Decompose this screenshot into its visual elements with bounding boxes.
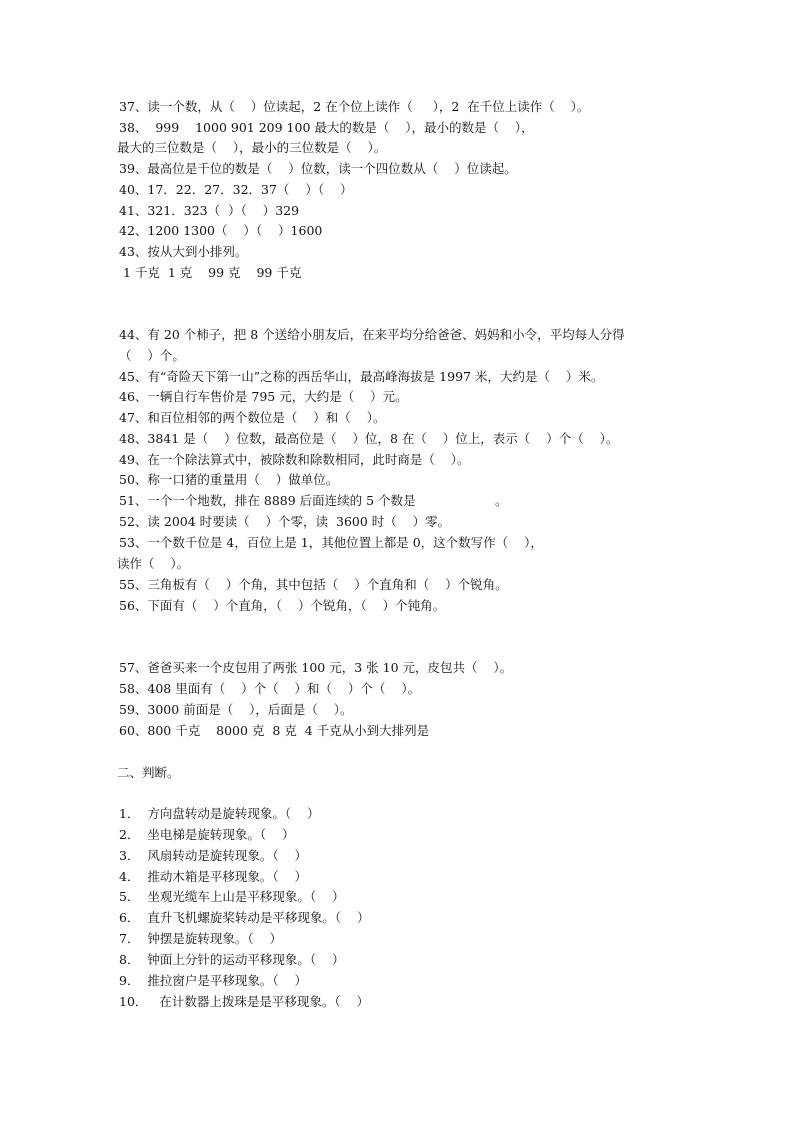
- question-49: 49、在一个除法算式中，被除数和除数相同，此时商是（ ）。: [119, 452, 470, 467]
- judgment-item-4: 4． 推动木箱是平移现象。（ ）: [119, 869, 308, 884]
- judgment-item-2: 2． 坐电梯是旋转现象。（ ）: [119, 827, 295, 842]
- question-59: 59、3000 前面是（ ），后面是（ ）。: [119, 702, 353, 717]
- question-53: 53、一个数千位是 4，百位上是 1，其他位置上都是 0，这个数写作（ ），: [119, 535, 543, 550]
- question-44: 44、有 20 个柿子，把 8 个送给小朋友后，在来平均分给爸爸、妈妈和小令，平均每人分得: [119, 327, 625, 342]
- question-42: 42、1200 1300（ ）（ ）1600: [119, 223, 323, 238]
- question-46: 46、一辆自行车售价是 795 元，大约是（ ）元。: [119, 389, 408, 404]
- question-40: 40、17．22．27．32．37（ ）（ ）: [119, 182, 353, 197]
- judgment-item-7: 7． 钟摆是旋转现象。（ ）: [119, 931, 283, 946]
- question-37: 37、读一个数，从（ ）位读起，2 在个位上读作（ ），2 在千位上读作（ ）。: [119, 99, 590, 114]
- question-43-items: 1 千克 1 克 99 克 99 千克: [119, 265, 302, 280]
- question-38-continued: 最大的三位数是（ ），最小的三位数是（ ）。: [117, 140, 387, 155]
- judgment-item-3: 3． 风扇转动是旋转现象。（ ）: [119, 848, 308, 863]
- judgment-item-10: 10． 在计数器上拨珠是是平移现象。（ ）: [119, 994, 369, 1009]
- question-56: 56、下面有（ ）个直角，（ ）个锐角，（ ）个钝角。: [119, 598, 446, 613]
- judgment-item-5: 5． 坐观光缆车上山是平移现象。（ ）: [119, 889, 345, 904]
- question-53-continued: 读作（ ）。: [117, 556, 190, 571]
- question-47: 47、和百位相邻的两个数位是（ ）和（ ）。: [119, 410, 386, 425]
- judgment-item-9: 9． 推拉窗户是平移现象。（ ）: [119, 973, 308, 988]
- question-48: 48、3841 是（ ）位数，最高位是（ ）位，8 在（ ）位上，表示（ ）个（ ）。: [119, 431, 619, 446]
- question-51: 51、一个一个地数，排在 8889 后面连续的 5 个数是 。: [119, 493, 508, 508]
- judgment-item-6: 6． 直升飞机螺旋桨转动是平移现象。（ ）: [119, 910, 370, 925]
- question-43: 43、按从大到小排列。: [119, 244, 248, 259]
- question-50: 50、称一口猪的重量用（ ）做单位。: [119, 472, 339, 487]
- question-60: 60、800 千克 8000 克 8 克 4 千克从小到大排列是: [119, 723, 430, 738]
- question-38: 38、 999 1000 901 209 100 最大的数是（ ），最小的数是（ ），: [119, 120, 534, 135]
- question-45: 45、有“奇险天下第一山”之称的西岳华山，最高峰海拔是 1997 米，大约是（ ）米。: [119, 369, 604, 384]
- section-heading-judgment: 二、判断。: [117, 765, 180, 780]
- question-52: 52、读 2004 时要读（ ）个零，读 3600 时（ ）零。: [119, 514, 451, 529]
- question-41: 41、321．323（ ）（ ）329: [119, 203, 300, 218]
- question-58: 58、408 里面有（ ）个（ ）和（ ）个（ ）。: [119, 681, 421, 696]
- question-57: 57、爸爸买来一个皮包用了两张 100 元，3 张 10 元，皮包共（ ）。: [119, 660, 513, 675]
- question-44-continued: （ ）个。: [119, 348, 185, 363]
- question-39: 39、最高位是千位的数是（ ）位数，读一个四位数从（ ）位读起。: [119, 161, 517, 176]
- question-55: 55、三角板有（ ）个角，其中包括（ ）个直角和（ ）个锐角。: [119, 577, 508, 592]
- judgment-item-8: 8． 钟面上分针的运动平移现象。（ ）: [119, 952, 345, 967]
- judgment-item-1: 1． 方向盘转动是旋转现象。（ ）: [119, 806, 320, 821]
